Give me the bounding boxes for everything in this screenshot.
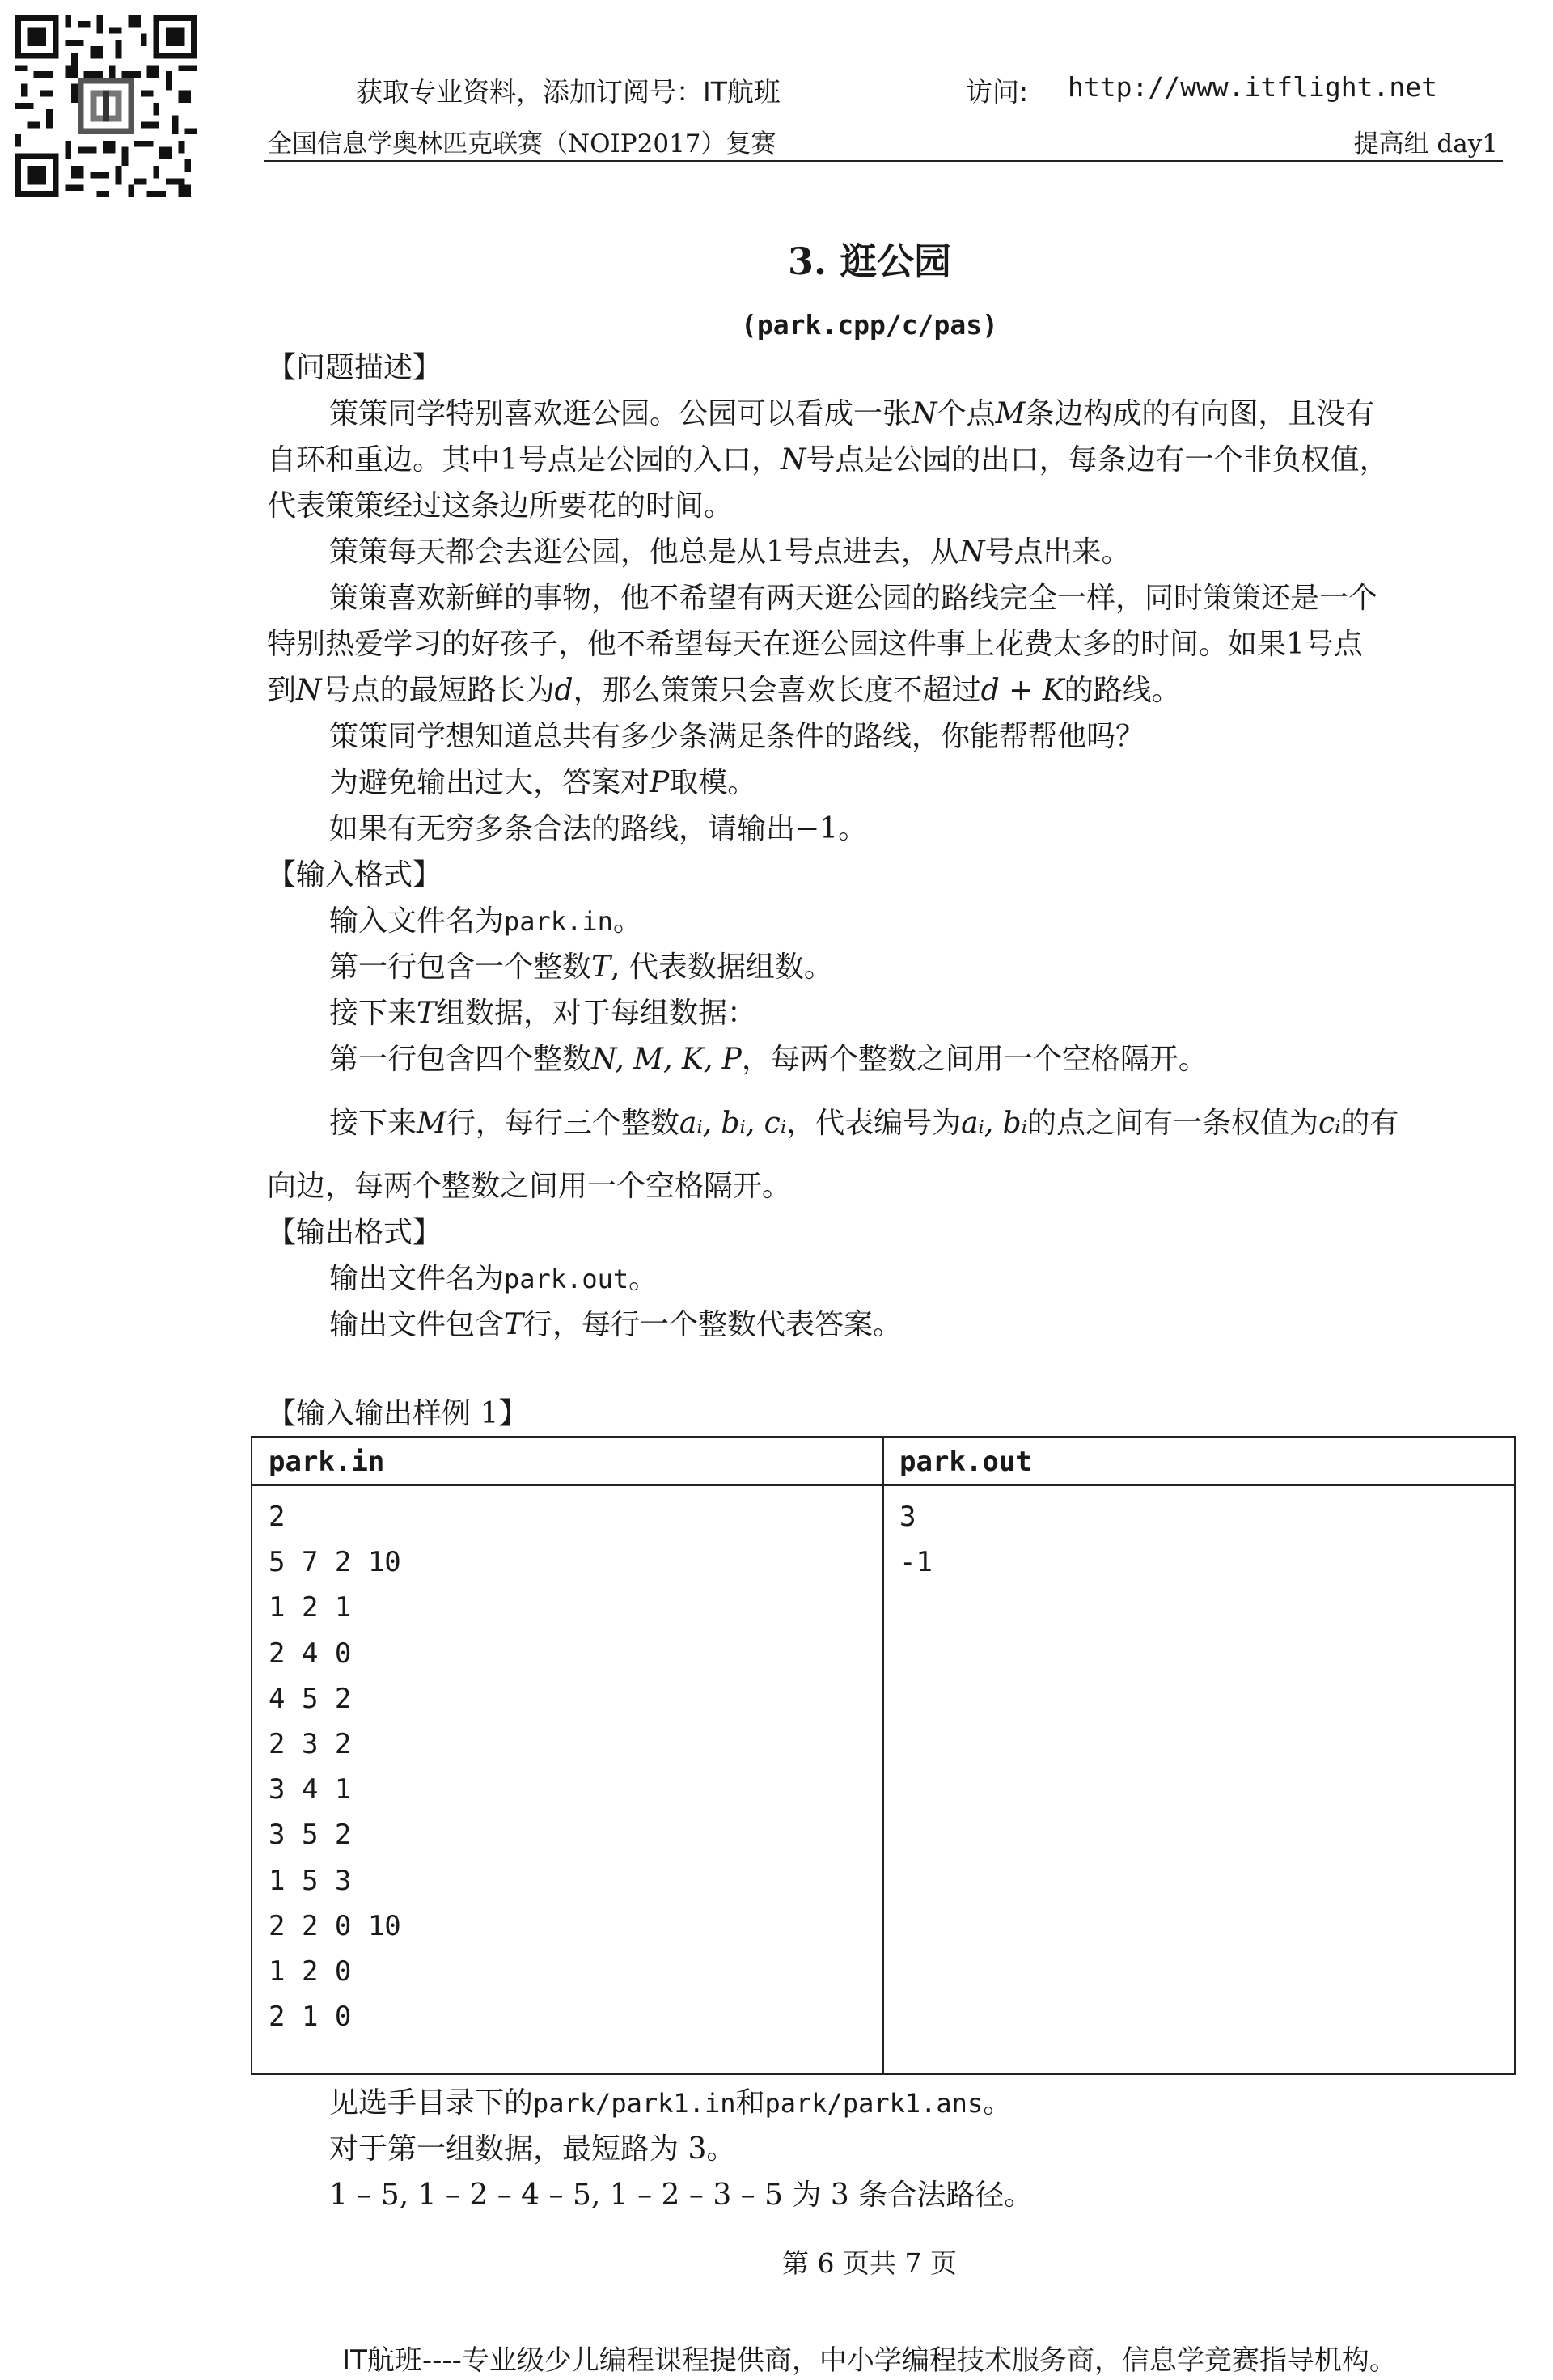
sample-input-line: 1 2 0	[269, 1955, 352, 1988]
desc-line-9: 为避免输出过大，答案对P取模。	[329, 766, 757, 799]
col-header-input: park.in	[269, 1446, 385, 1478]
website-url[interactable]: http://www.itflight.net	[1068, 71, 1437, 103]
input-line-5: 接下来M行，每行三个整数aᵢ, bᵢ, cᵢ，代表编号为aᵢ, bᵢ的点之间有一条权值为cᵢ的有	[329, 1107, 1399, 1140]
desc-line-10: 如果有无穷多条合法的路线，请输出−1。	[329, 812, 868, 845]
sample-heading: 【输入输出样例 1】	[267, 1397, 528, 1430]
group-label: 提高组 day1	[1353, 129, 1498, 159]
contest-name: 全国信息学奥林匹克联赛（NOIP2017）复赛	[267, 129, 776, 159]
problem-files: (park.cpp/c/pas)	[741, 309, 998, 341]
input-line-4: 第一行包含四个整数N, M, K, P，每两个整数之间用一个空格隔开。	[329, 1043, 1208, 1076]
output-line-1: 输出文件名为park.out。	[329, 1262, 658, 1295]
description-heading: 【问题描述】	[267, 351, 442, 384]
desc-line-1: 策策同学特别喜欢逛公园。公园可以看成一张N个点M条边构成的有向图，且没有	[329, 397, 1375, 430]
sample-input-line: 3 5 2	[269, 1819, 352, 1852]
problem-title: 3. 逛公园	[787, 239, 952, 283]
visit-label: 访问:	[966, 76, 1029, 108]
output-format-heading: 【输出格式】	[267, 1216, 442, 1249]
desc-line-8: 策策同学想知道总共有多少条满足条件的路线，你能帮帮他吗？	[329, 720, 1145, 753]
sample-input-line: 2 3 2	[269, 1728, 352, 1761]
table-header-divider	[252, 1484, 1514, 1486]
output-line-2: 输出文件包含T行，每行一个整数代表答案。	[329, 1308, 903, 1341]
sample-input-lines	[269, 1494, 401, 2039]
sample-input-line: 5 7 2 10	[269, 1546, 401, 1579]
sample-table	[251, 1436, 1516, 2075]
input-line-3: 接下来T组数据，对于每组数据：	[329, 997, 757, 1030]
input-line-1: 输入文件名为park.in。	[329, 904, 642, 938]
sample-input-line: 4 5 2	[269, 1682, 352, 1715]
sample-note-2: 对于第一组数据，最短路为 3。	[329, 2132, 736, 2166]
input-line-2: 第一行包含一个整数T, 代表数据组数。	[329, 951, 833, 984]
sample-input-line: 1 2 1	[269, 1591, 352, 1624]
desc-line-5: 策策喜欢新鲜的事物，他不希望有两天逛公园的路线完全一样，同时策策还是一个	[329, 582, 1378, 615]
desc-line-3: 代表策策经过这条边所要花的时间。	[267, 489, 734, 523]
sample-output-line: -1	[899, 1546, 933, 1579]
sample-input-line: 1 5 3	[269, 1864, 352, 1897]
input-line-6: 向边，每两个整数之间用一个空格隔开。	[267, 1170, 792, 1203]
desc-line-7: 到N号点的最短路长为d，那么策策只会喜欢长度不超过d + K的路线。	[267, 674, 1181, 707]
input-format-heading: 【输入格式】	[267, 858, 442, 891]
promo-text: 获取专业资料，添加订阅号：IT航班	[356, 76, 781, 108]
desc-line-6: 特别热爱学习的好孩子，他不希望每天在逛公园这件事上花费太多的时间。如果1号点	[267, 628, 1363, 661]
page-number: 第 6 页共 7 页	[782, 2247, 957, 2279]
sample-input-line: 2 4 0	[269, 1637, 352, 1670]
col-header-output: park.out	[899, 1446, 1032, 1478]
footer-promo: IT航班----专业级少儿编程课程提供商，中小学编程技术服务商，信息学竞赛指导机构。	[342, 2344, 1397, 2377]
desc-line-2: 自环和重边。其中1号点是公园的入口，N号点是公园的出口，每条边有一个非负权值，	[267, 443, 1389, 476]
sample-output-lines	[899, 1494, 933, 1585]
header-rule	[264, 160, 1503, 162]
sample-note-1: 见选手目录下的park/park1.in和park/park1.ans。	[329, 2086, 1013, 2120]
qr-code-image	[15, 15, 197, 197]
sample-input-line: 2 2 0 10	[269, 1909, 401, 1942]
sample-input-line: 3 4 1	[269, 1773, 352, 1806]
sample-note-3: 1 – 5, 1 – 2 – 4 – 5, 1 – 2 – 3 – 5 为 3 条合法路径。	[329, 2179, 1034, 2212]
sample-input-line: 2 1 0	[269, 2001, 352, 2034]
table-column-divider	[882, 1438, 884, 2073]
sample-input-line: 2	[269, 1501, 286, 1533]
sample-output-line: 3	[899, 1501, 916, 1533]
desc-line-4: 策策每天都会去逛公园，他总是从1号点进去，从N号点出来。	[329, 536, 1131, 569]
